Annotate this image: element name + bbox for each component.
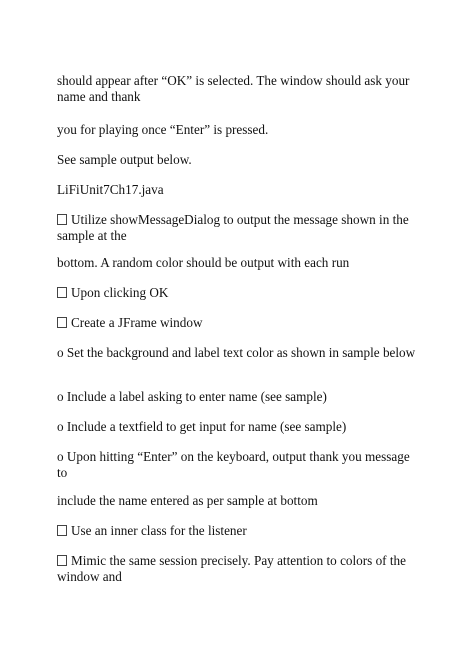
paragraph-text: Upon clicking OK <box>71 285 169 300</box>
paragraph-enter-key <box>57 449 417 481</box>
paragraph-text: Mimic the same session precisely. Pay attention to colors of the window and <box>57 553 406 584</box>
paragraph-text: o Include a textfield to get input for name (see sample) <box>57 419 347 434</box>
paragraph-window-ask <box>57 73 417 105</box>
paragraph-filename <box>57 182 417 198</box>
paragraph-text: Utilize showMessageDialog to output the message shown in the sample at the <box>57 212 409 243</box>
paragraph-text: you for playing once “Enter” is pressed. <box>57 122 269 137</box>
paragraph-textfield <box>57 419 417 435</box>
bullet-item-mimic-session <box>57 553 417 585</box>
paragraph-thank-you <box>57 122 417 138</box>
paragraph-text: o Include a label asking to enter name (see sample) <box>57 389 327 404</box>
paragraph-text: include the name entered as per sample at bottom <box>57 493 318 508</box>
bullet-box-icon <box>57 525 67 536</box>
paragraph-sample-output <box>57 152 417 168</box>
paragraph-text: bottom. A random color should be output with each run <box>57 255 350 270</box>
paragraph-label <box>57 389 417 405</box>
paragraph-text: Use an inner class for the listener <box>71 523 247 538</box>
bullet-box-icon <box>57 287 67 298</box>
paragraph-include-name <box>57 493 417 509</box>
bullet-box-icon <box>57 555 67 566</box>
bullet-item-jframe <box>57 315 417 331</box>
bullet-box-icon <box>57 214 67 225</box>
paragraph-text: o Upon hitting “Enter” on the keyboard, output thank you message to <box>57 449 410 480</box>
bullet-box-icon <box>57 317 67 328</box>
paragraph-text: o Set the background and label text color as shown in sample below <box>57 345 416 360</box>
paragraph-text: Create a JFrame window <box>71 315 203 330</box>
paragraph-background-color <box>57 345 417 361</box>
bullet-item-inner-class <box>57 523 417 539</box>
paragraph-text: See sample output below. <box>57 152 192 167</box>
bullet-item-clicking-ok <box>57 285 417 301</box>
paragraph-text: LiFiUnit7Ch17.java <box>57 182 164 197</box>
paragraph-text: should appear after “OK” is selected. The window should ask your name and thank <box>57 73 410 104</box>
paragraph-random-color <box>57 255 417 271</box>
bullet-item-message-dialog <box>57 212 417 244</box>
